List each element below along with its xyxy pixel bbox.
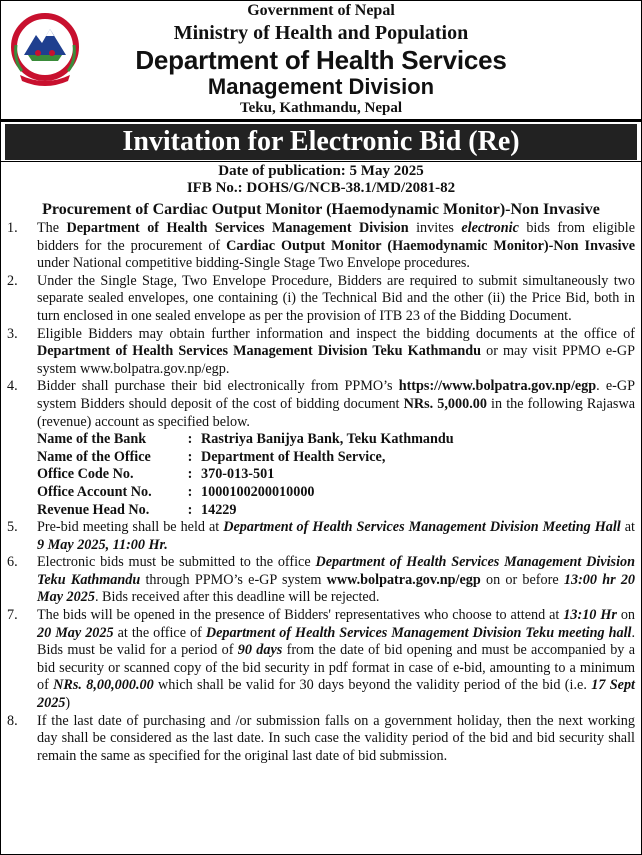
item-text: Eligible Bidders may obtain further information and inspect the bidding documents at the office of [37, 325, 635, 342]
item-number: 1. [7, 220, 18, 236]
office-location: Teku, Kathmandu, Nepal [240, 100, 402, 116]
item-text: under National competitive bidding-Single Stage Two Envelope procedures. [37, 255, 470, 272]
bid-url-link[interactable]: https://www.bolpatra.gov.np/egp [398, 378, 597, 395]
account-value: 370-013-501 [201, 466, 275, 483]
notice-item-7 [7, 607, 635, 713]
item-text: at the office of [113, 624, 206, 641]
account-colon: : [187, 483, 193, 500]
item-emphasis: Department of Health Services Management Division Teku Kathmandu [37, 554, 635, 588]
item-number: 8. [7, 712, 18, 729]
title-divider [1, 161, 641, 162]
item-text: on or before [480, 571, 564, 588]
item-number: 5. [7, 519, 18, 536]
item-text: or may visit PPMO e-GP system www.bolpatra.gov.np/egp. [37, 343, 635, 377]
account-value: 1000100200010000 [201, 483, 315, 500]
item-emphasis: 17 Sept 2025 [37, 677, 635, 712]
account-value: Department of Health Service, [201, 448, 386, 465]
notice-item-6 [7, 554, 635, 607]
account-label: Name of the Bank [37, 431, 147, 448]
item-text: . Bids received after this deadline will be rejected. [94, 589, 380, 606]
account-label: Office Code No. [37, 466, 134, 483]
item-text: from the date of bid opening and must be accompanied by a bid security or scanned copy of the bid security in pdf format in case of e-bid, amounting to a minimum of [37, 642, 635, 694]
government-name: Government of Nepal [247, 2, 395, 19]
item-text: invites [408, 220, 462, 236]
division-name: Management Division [207, 74, 435, 99]
item-text: on [616, 607, 636, 624]
notice-item-8 [7, 713, 635, 766]
item-number: 4. [7, 378, 18, 395]
account-row [37, 449, 454, 467]
account-colon: : [187, 431, 193, 448]
item-text: Under the Single Stage, Two Envelope Procedure, Bidders are required to submit simultaneously two separate sealed envelopes, one containing (i) the Technical Bid and the other (ii) the Price Bid, both in turn enclosed in one sealed envelope as per the provision of ITB 23 of the Bidding Document. [37, 272, 635, 324]
item-text: The [37, 220, 67, 236]
account-table [37, 431, 454, 519]
notice-item-2 [7, 273, 635, 326]
item-number: 6. [7, 554, 18, 571]
account-label: Name of the Office [37, 448, 151, 465]
header-divider [1, 119, 641, 122]
item-text: The bids will be opened in the presence of Bidders' representatives who choose to attend at [37, 607, 564, 624]
department-name: Department of Health Services [135, 45, 507, 75]
item-emphasis: electronic [461, 220, 519, 236]
item-text: . Bids must be valid for a period of [37, 624, 636, 659]
account-value: Rastriya Banijya Bank, Teku Kathmandu [201, 431, 454, 448]
item-text: through PPMO’s e-GP system [140, 571, 327, 588]
ministry-name: Ministry of Health and Population [173, 22, 469, 44]
account-colon: : [187, 501, 193, 518]
item-emphasis: Department of Health Services Management Division Teku Kathmandu [37, 343, 481, 360]
item-emphasis: 9 May 2025, 11:00 Hr. [37, 536, 168, 553]
notice-item-4 [7, 378, 635, 519]
item-emphasis: 90 days [237, 642, 283, 659]
item-number: 3. [7, 325, 18, 342]
item-text: ) [65, 695, 71, 712]
account-row [37, 502, 454, 520]
notice-item-3 [7, 326, 635, 379]
item-emphasis: NRs. 8,00,000.00 [53, 677, 154, 694]
account-row [37, 431, 454, 449]
item-text: Bidder shall purchase their bid electronically from PPMO’s [37, 378, 399, 395]
notice-header [1, 1, 641, 119]
notice-item-5 [7, 519, 635, 554]
procurement-title: Procurement of Cardiac Output Monitor (Haemodynamic Monitor)-Non Invasive [42, 201, 600, 218]
account-colon: : [187, 448, 193, 465]
item-emphasis: 13:00 hr 20 May 2025 [37, 571, 636, 606]
item-emphasis: Department of Health Services Management Division Meeting Hall [223, 519, 621, 536]
item-text: at [620, 519, 635, 536]
account-value: 14229 [201, 501, 237, 518]
item-text: bids from eligible bidders for the procurement of [37, 220, 635, 254]
item-number: 2. [7, 272, 18, 289]
item-emphasis: 13:10 Hr [563, 607, 617, 624]
account-label: Office Account No. [37, 483, 152, 500]
ifb-number: IFB No.: DOHS/G/NCB-38.1/MD/2081-82 [186, 180, 456, 196]
publication-date: Date of publication: 5 May 2025 [218, 163, 424, 179]
item-text: Pre-bid meeting shall be held at [37, 519, 224, 536]
notice-items [7, 220, 635, 765]
item-text: Electronic bids must be submitted to the office [37, 554, 316, 571]
item-emphasis: NRs. 5,000.00 [403, 395, 487, 412]
item-number: 7. [7, 607, 18, 624]
item-text: in the following Rajaswa (revenue) account as specified below. [37, 395, 635, 430]
item-text: which shall be valid for 30 days beyond the validity period of the bid (i.e. [153, 677, 592, 694]
account-colon: : [187, 466, 193, 483]
item-emphasis: Cardiac Output Monitor (Haemodynamic Monitor)-Non Invasive [226, 237, 635, 254]
item-emphasis: 20 May 2025 [37, 624, 114, 641]
item-text: . e-GP system Bidders should deposit of the cost of bidding document [37, 378, 635, 412]
account-row [37, 466, 454, 484]
notice-title: Invitation for Electronic Bid (Re) [5, 124, 637, 160]
item-emphasis: Department of Health Services Management Division [66, 220, 409, 236]
egp-url-link[interactable]: www.bolpatra.gov.np/egp [326, 571, 481, 588]
item-emphasis: Department of Health Services Management Division Teku meeting hall [205, 624, 632, 641]
account-row [37, 484, 454, 502]
account-label: Revenue Head No. [37, 501, 150, 518]
item-text: If the last date of purchasing and /or submission falls on a government holiday, then the next working day shall be considered as the last date. In such case the validity period of the bid and bid security shall remain the same as specified for the original last date of bid submission. [37, 712, 635, 764]
notice-item-1 [7, 220, 635, 273]
